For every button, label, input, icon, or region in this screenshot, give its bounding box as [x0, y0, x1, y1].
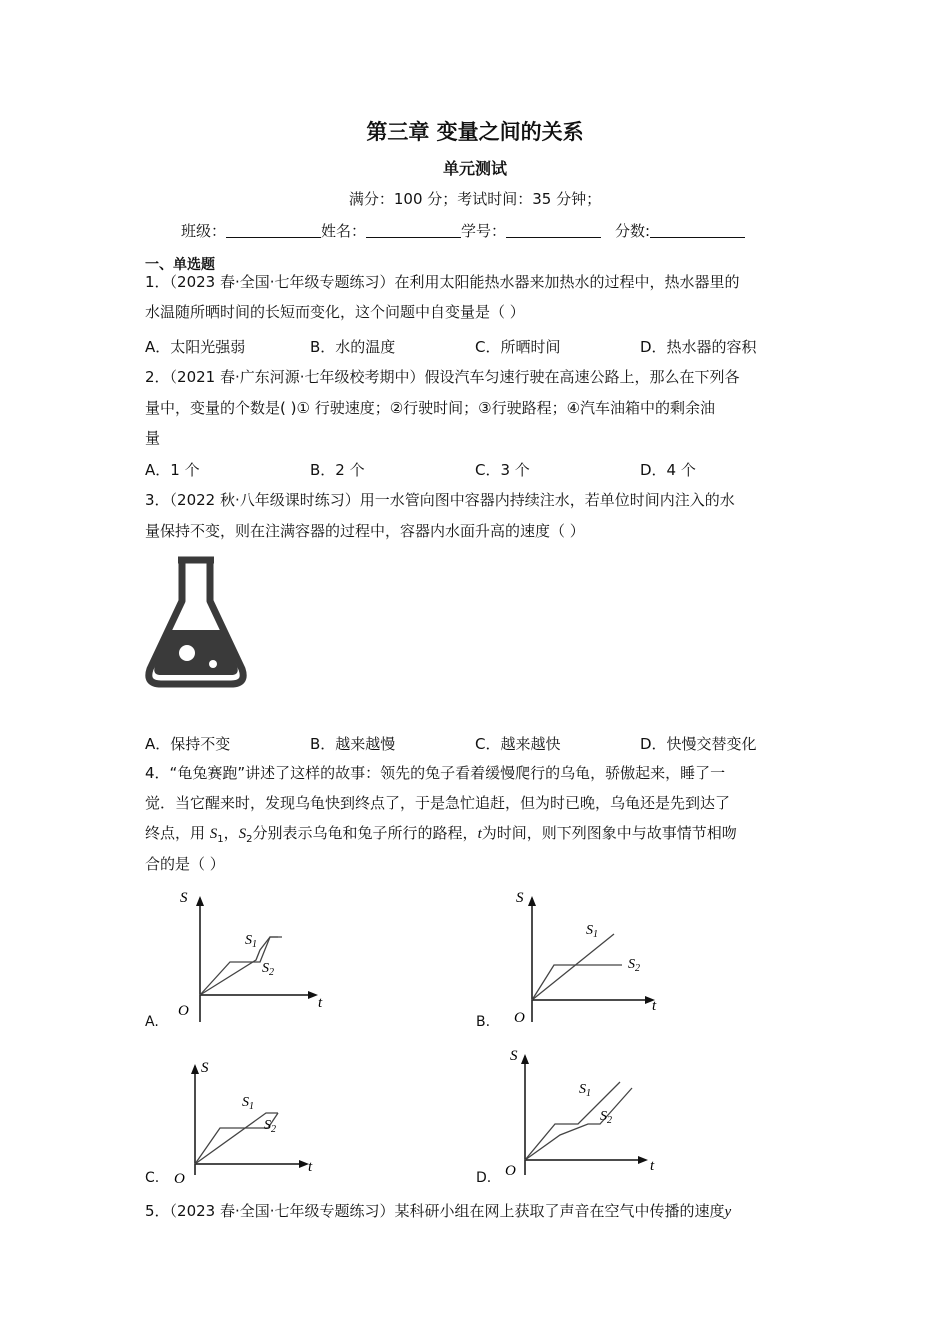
q5-line1: 5．（2023 春·全国·七年级专题练习）某科研小组在网上获取了声音在空气中传播的速度y [145, 1202, 732, 1220]
graph-b-s1-label: $S_1$ [586, 923, 598, 940]
graph-a-y-label: S [180, 890, 188, 906]
q2-line2: 量中，变量的个数是( )① 行驶速度；②行驶时间；③行驶路程；④汽车油箱中的剩余油 [145, 399, 716, 417]
graph-a [170, 882, 330, 1030]
page-subtitle: 单元测试 [442, 159, 507, 178]
graph-c-label: C. [145, 1170, 160, 1186]
student-info-line [181, 220, 745, 241]
graph-c-x-label: t [308, 1159, 313, 1175]
graph-d [500, 1040, 665, 1185]
score-blank [650, 221, 745, 238]
class-blank [226, 221, 321, 238]
id-label: 学号： [461, 222, 507, 240]
q4-line4: 合的是（ ） [145, 855, 225, 873]
graph-d-x-label: t [650, 1158, 655, 1174]
graph-d-s1-label: $S_1$ [579, 1082, 591, 1099]
q1-option-d: D．热水器的容积 [640, 338, 757, 356]
q3-option-c: C．越来越快 [475, 735, 561, 753]
q3-line1: 3．（2022 秋·八年级课时练习）用一水管向图中容器内持续注水，若单位时间内注入的水 [145, 491, 735, 509]
q4-line3: 终点，用 $S_1$，$S_2$分别表示乌龟和兔子所行的路程，t为时间，则下列图象中与故事情节相吻 [145, 824, 737, 845]
graph-d-y-label: S [510, 1048, 518, 1064]
q1-option-b: B．水的温度 [310, 338, 396, 356]
graph-a-s2-label: $S_2$ [262, 961, 274, 978]
graph-b-y-label: S [516, 890, 524, 906]
class-label: 班级： [181, 222, 227, 240]
graph-c-origin: O [174, 1171, 185, 1187]
exam-meta: 满分：100 分；考试时间：35 分钟； [348, 190, 602, 208]
graph-d-s2-label: $S_2$ [600, 1109, 612, 1126]
q3-line2: 量保持不变，则在注满容器的过程中，容器内水面升高的速度（ ） [145, 522, 585, 540]
graph-a-label: A. [145, 1014, 159, 1030]
graph-d-label: D. [476, 1170, 492, 1186]
q1-line1: 1．（2023 春·全国·七年级专题练习）在利用太阳能热水器来加热水的过程中，热水器里的 [145, 273, 740, 291]
page-title: 第三章 变量之间的关系 [366, 120, 584, 144]
graph-c-s2-label: $S_2$ [264, 1118, 276, 1135]
flask-icon [145, 556, 247, 688]
graph-b-s2-line [532, 965, 622, 1000]
graph-b-s2-label: $S_2$ [628, 957, 640, 974]
section-title: 一、单选题 [145, 257, 215, 273]
q1-option-a: A．太阳光强弱 [145, 338, 246, 356]
name-label: 姓名： [321, 222, 367, 240]
graph-b-label: B. [476, 1014, 491, 1030]
q4-s2: S [238, 826, 247, 842]
q4-s1: S [209, 826, 218, 842]
q2-option-b: B．2 个 [310, 461, 365, 479]
graph-c-s1-label: $S_1$ [242, 1095, 254, 1112]
q4-line2: 觉．当它醒来时，发现乌龟快到终点了，于是急忙追赶，但为时已晚，乌龟还是先到达了 [145, 794, 731, 812]
q3-option-d: D．快慢交替变化 [640, 735, 757, 753]
score-label: 分数: [615, 222, 651, 240]
q2-line3: 量 [145, 429, 161, 447]
graph-b-origin: O [514, 1010, 525, 1026]
q1-option-c: C．所晒时间 [475, 338, 561, 356]
q4-line1: 4．“龟兔赛跑”讲述了这样的故事：领先的兔子看着缓慢爬行的乌龟，骄傲起来，睡了一 [145, 764, 726, 782]
graph-a-s1-label: $S_1$ [245, 933, 257, 950]
id-blank [506, 221, 601, 238]
graph-d-origin: O [505, 1163, 516, 1179]
q1-line2: 水温随所晒时间的长短而变化，这个问题中自变量是（ ） [145, 303, 525, 321]
graph-b [502, 882, 667, 1030]
q4-t: t [477, 826, 482, 842]
graph-b-x-label: t [652, 998, 657, 1014]
graph-a-origin: O [178, 1003, 189, 1019]
q2-option-c: C．3 个 [475, 461, 530, 479]
graph-b-s1-line [532, 934, 614, 1000]
q2-option-d: D．4 个 [640, 461, 696, 479]
q5-y: y [724, 1204, 732, 1220]
name-blank [366, 221, 461, 238]
graph-a-s1-line [200, 937, 282, 995]
q2-line1: 2．（2021 春·广东河源·七年级校考期中）假设汽车匀速行驶在高速公路上，那么在下列各 [145, 368, 740, 386]
q3-option-b: B．越来越慢 [310, 735, 396, 753]
q3-option-a: A．保持不变 [145, 735, 231, 753]
graph-a-x-label: t [318, 995, 323, 1011]
graph-c [168, 1050, 328, 1190]
q2-option-a: A．1 个 [145, 461, 200, 479]
graph-c-y-label: S [201, 1060, 209, 1076]
